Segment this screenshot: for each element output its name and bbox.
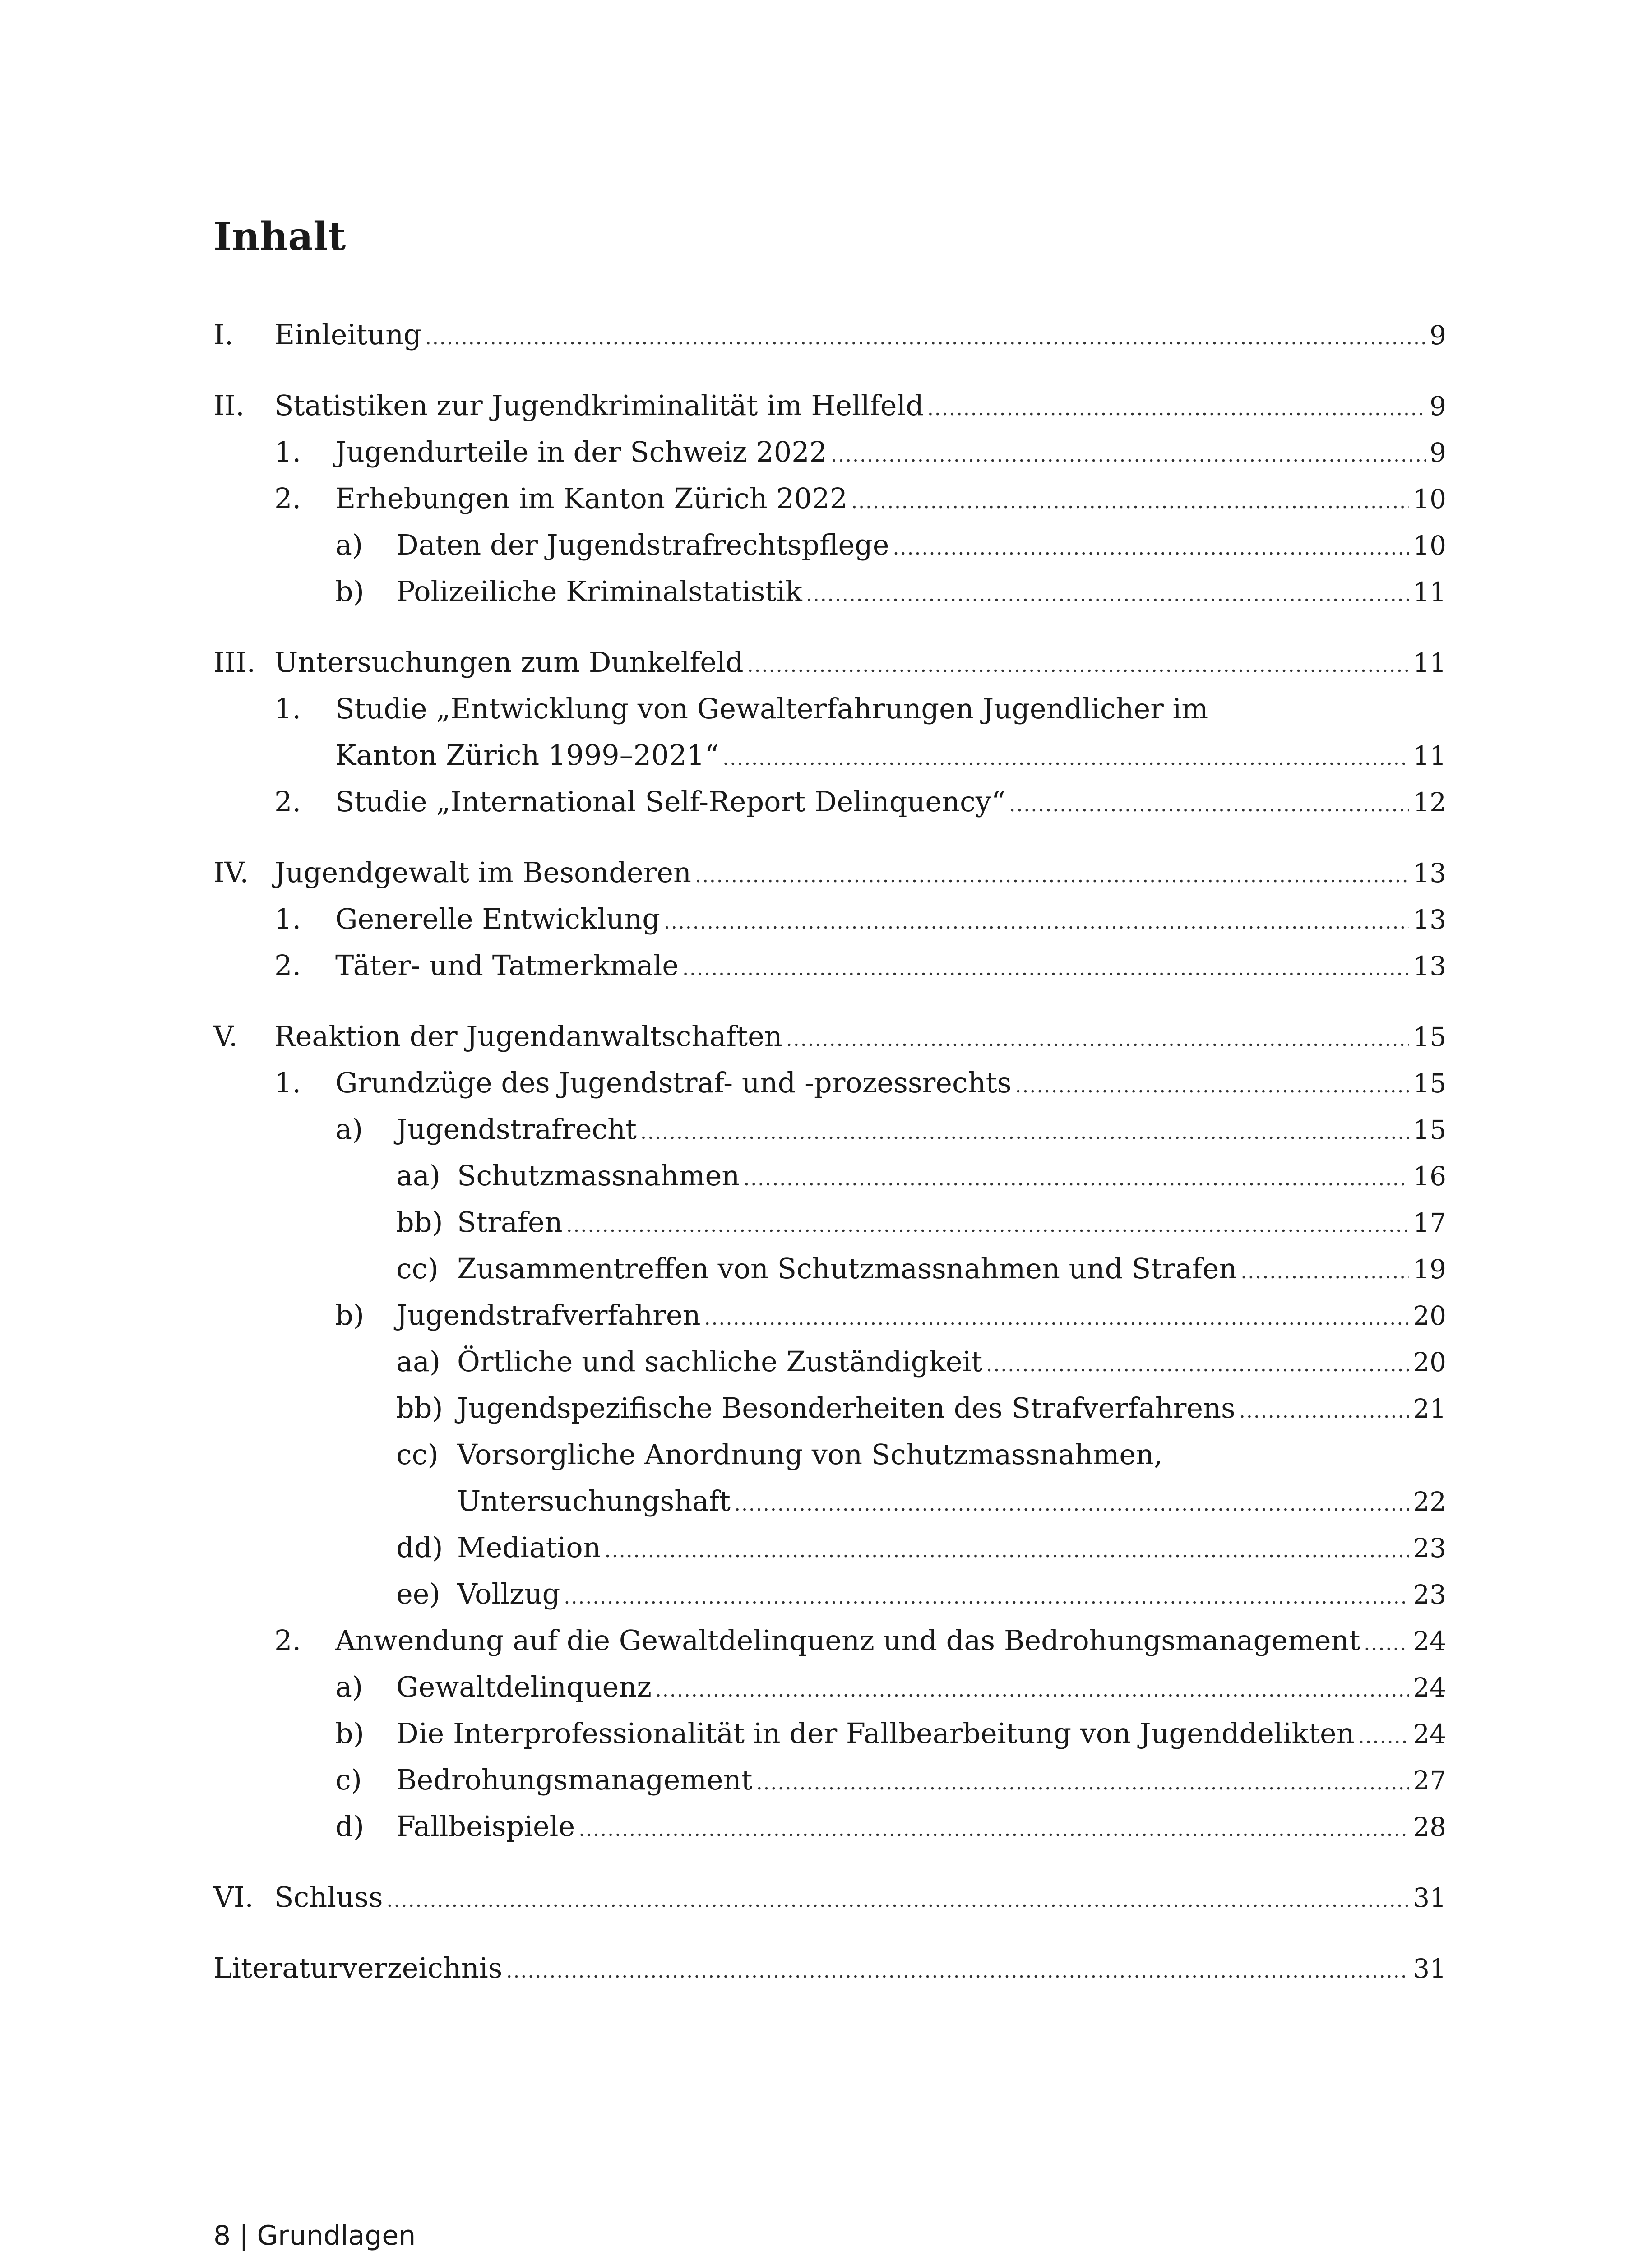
toc-title: Jugendstrafrecht <box>396 1113 637 1146</box>
toc-leader <box>655 1667 1409 1713</box>
toc-page: 15 <box>1413 1022 1446 1052</box>
toc-leader <box>425 314 1426 361</box>
toc-title: Zusammentreffen von Schutzmassnahmen und Strafen <box>457 1252 1237 1285</box>
toc-title: Örtliche und sachliche Zuständigkeit <box>457 1345 983 1378</box>
toc-leader <box>605 1527 1410 1574</box>
toc-leader <box>640 1109 1409 1156</box>
toc-title: Reaktion der Jugendanwaltschaften <box>274 1020 782 1053</box>
toc-entry[interactable] <box>213 778 1446 825</box>
toc-number: 1. <box>274 692 301 725</box>
toc-title: Jugendgewalt im Besonderen <box>274 856 691 889</box>
toc-number: b) <box>335 1717 364 1750</box>
toc-title: Bedrohungsmanagement <box>396 1763 753 1796</box>
toc-title: Die Interprofessionalität in der Fallbearbeitung von Jugenddelikten <box>396 1717 1355 1750</box>
toc-leader <box>1239 1388 1409 1434</box>
toc-entry[interactable] <box>213 522 1446 568</box>
toc-leader <box>682 945 1409 992</box>
toc-title: Literaturverzeichnis <box>213 1951 503 1984</box>
page-title: Inhalt <box>213 214 346 259</box>
toc-page: 9 <box>1430 320 1446 351</box>
toc-number: a) <box>335 1670 363 1703</box>
toc-page: 15 <box>1413 1114 1446 1145</box>
toc-page: 13 <box>1413 904 1446 935</box>
toc-number: aa) <box>396 1159 441 1192</box>
toc-page: 27 <box>1413 1765 1446 1796</box>
toc-number: 2. <box>274 1624 301 1657</box>
toc-number: dd) <box>396 1531 443 1564</box>
toc-number: a) <box>335 528 363 561</box>
toc-number: c) <box>335 1763 362 1796</box>
toc-title: Jugendurteile in der Schweiz 2022 <box>335 435 828 468</box>
toc-leader <box>743 1156 1409 1202</box>
toc-number: III. <box>213 646 256 679</box>
toc-page: 9 <box>1430 437 1446 468</box>
toc-leader <box>566 1202 1410 1248</box>
toc-leader <box>387 1877 1410 1923</box>
toc-number: d) <box>335 1810 364 1843</box>
toc-entry[interactable] <box>213 1106 1446 1152</box>
toc-page: 23 <box>1413 1533 1446 1563</box>
toc-entry[interactable] <box>213 1710 1446 1757</box>
toc-leader <box>695 852 1409 899</box>
toc-leader <box>893 525 1410 571</box>
toc-entry[interactable] <box>213 1571 1446 1617</box>
toc-page: 11 <box>1413 740 1446 771</box>
toc-page: 31 <box>1413 1882 1446 1913</box>
toc-page: 16 <box>1413 1161 1446 1192</box>
toc-page: 9 <box>1430 391 1446 421</box>
toc-page: 31 <box>1413 1953 1446 1984</box>
toc-entry[interactable] <box>213 1292 1446 1338</box>
toc-title: Jugendstrafverfahren <box>396 1299 701 1331</box>
toc-page: 10 <box>1413 530 1446 561</box>
toc-leader <box>1364 1620 1409 1667</box>
table-of-contents <box>213 311 1446 1991</box>
toc-number: 2. <box>274 785 301 818</box>
toc-entry[interactable] <box>213 1199 1446 1245</box>
toc-entry[interactable] <box>213 1245 1446 1292</box>
toc-leader <box>722 735 1409 781</box>
toc-number: V. <box>213 1020 238 1053</box>
toc-number: 2. <box>274 482 301 515</box>
toc-title: Gewaltdelinquenz <box>396 1670 652 1703</box>
page-footer: 8 | Grundlagen <box>213 2220 416 2251</box>
toc-entry[interactable] <box>213 1617 1446 1664</box>
toc-leader <box>704 1295 1410 1341</box>
toc-title: Grundzüge des Jugendstraf- und -prozessrechts <box>335 1066 1012 1099</box>
toc-leader <box>756 1760 1410 1806</box>
toc-title: Jugendspezifische Besonderheiten des Strafverfahrens <box>457 1392 1236 1424</box>
toc-entry[interactable] <box>213 1385 1446 1431</box>
toc-page: 24 <box>1413 1672 1446 1703</box>
toc-leader <box>506 1948 1409 1994</box>
toc-leader <box>1009 781 1409 828</box>
toc-page: 24 <box>1413 1626 1446 1656</box>
toc-entry[interactable] <box>213 849 1446 896</box>
toc-page: 28 <box>1413 1812 1446 1842</box>
toc-title: Studie „International Self-Report Delinquency“ <box>335 785 1006 818</box>
toc-leader <box>927 385 1426 432</box>
toc-page: 20 <box>1413 1300 1446 1331</box>
toc-number: a) <box>335 1113 363 1146</box>
toc-number: bb) <box>396 1206 443 1239</box>
toc-page: 17 <box>1413 1207 1446 1238</box>
toc-number: II. <box>213 389 245 422</box>
toc-leader <box>1240 1248 1409 1295</box>
toc-page: 13 <box>1413 858 1446 888</box>
toc-leader <box>851 478 1409 525</box>
toc-page: 15 <box>1413 1068 1446 1099</box>
toc-title: Mediation <box>457 1531 601 1564</box>
toc-title: Einleitung <box>274 318 421 351</box>
toc-leader <box>564 1574 1409 1620</box>
toc-page: 22 <box>1413 1486 1446 1517</box>
toc-entry[interactable] <box>213 1013 1446 1059</box>
toc-leader <box>986 1341 1409 1388</box>
toc-entry[interactable] <box>213 568 1446 615</box>
toc-entry[interactable] <box>213 1152 1446 1199</box>
toc-number: bb) <box>396 1392 443 1424</box>
toc-entry[interactable] <box>213 685 1446 732</box>
toc-entry[interactable] <box>213 1664 1446 1710</box>
toc-page: 24 <box>1413 1719 1446 1749</box>
toc-entry[interactable] <box>213 311 1446 358</box>
toc-entry[interactable] <box>213 382 1446 429</box>
toc-title: Untersuchungshaft <box>457 1484 731 1517</box>
toc-entry[interactable] <box>213 1524 1446 1571</box>
toc-title: Vorsorgliche Anordnung von Schutzmassnahmen, <box>457 1438 1163 1471</box>
toc-number: cc) <box>396 1252 439 1285</box>
toc-number: I. <box>213 318 234 351</box>
toc-title: Kanton Zürich 1999–2021“ <box>335 739 719 772</box>
toc-title: Polizeiliche Kriminalstatistik <box>396 575 802 608</box>
toc-leader <box>578 1806 1409 1853</box>
toc-title: Generelle Entwicklung <box>335 902 660 935</box>
toc-page: 11 <box>1413 647 1446 678</box>
toc-number: b) <box>335 575 364 608</box>
toc-entry[interactable] <box>213 942 1446 989</box>
toc-page: 21 <box>1413 1393 1446 1424</box>
toc-title: Vollzug <box>457 1577 560 1610</box>
toc-number: 1. <box>274 902 301 935</box>
toc-title: Schutzmassnahmen <box>457 1159 740 1192</box>
toc-number: b) <box>335 1299 364 1331</box>
toc-title: Statistiken zur Jugendkriminalität im Hellfeld <box>274 389 924 422</box>
toc-title: Daten der Jugendstrafrechtspflege <box>396 528 889 561</box>
toc-entry-continuation[interactable] <box>213 732 1446 778</box>
toc-title: Täter- und Tatmerkmale <box>335 949 679 982</box>
toc-leader <box>806 571 1409 618</box>
toc-title: Fallbeispiele <box>396 1810 575 1843</box>
toc-page: 12 <box>1413 787 1446 818</box>
toc-title: Anwendung auf die Gewaltdelinquenz und das Bedrohungsmanagement <box>335 1624 1360 1657</box>
toc-entry-continuation[interactable] <box>213 1478 1446 1524</box>
toc-title: Strafen <box>457 1206 563 1239</box>
toc-entry[interactable] <box>213 639 1446 685</box>
toc-number: 2. <box>274 949 301 982</box>
toc-page: 20 <box>1413 1347 1446 1378</box>
toc-title: Schluss <box>274 1881 383 1914</box>
toc-leader <box>1358 1713 1410 1760</box>
toc-leader <box>734 1481 1409 1527</box>
toc-entry[interactable] <box>213 429 1446 475</box>
toc-entry[interactable] <box>213 1757 1446 1803</box>
toc-entry[interactable] <box>213 1338 1446 1385</box>
toc-number: 1. <box>274 435 301 468</box>
toc-page: 19 <box>1413 1254 1446 1285</box>
toc-number: cc) <box>396 1438 439 1471</box>
toc-entry[interactable] <box>213 1059 1446 1106</box>
toc-page: 13 <box>1413 951 1446 981</box>
toc-title: Erhebungen im Kanton Zürich 2022 <box>335 482 848 515</box>
toc-entry[interactable] <box>213 896 1446 942</box>
toc-leader <box>664 899 1409 945</box>
toc-entry[interactable] <box>213 1945 1446 1991</box>
toc-entry[interactable] <box>213 1803 1446 1849</box>
toc-entry[interactable] <box>213 1874 1446 1920</box>
toc-page: 11 <box>1413 577 1446 607</box>
toc-leader <box>786 1016 1409 1063</box>
toc-title: Untersuchungen zum Dunkelfeld <box>274 646 744 679</box>
toc-number: ee) <box>396 1577 440 1610</box>
toc-leader <box>1015 1063 1409 1109</box>
toc-entry[interactable] <box>213 475 1446 522</box>
toc-leader <box>747 642 1410 689</box>
toc-entry[interactable] <box>213 1431 1446 1478</box>
toc-leader <box>831 432 1426 478</box>
toc-number: IV. <box>213 856 249 889</box>
toc-page: 10 <box>1413 484 1446 514</box>
toc-number: 1. <box>274 1066 301 1099</box>
toc-title: Studie „Entwicklung von Gewalterfahrungen Jugendlicher im <box>335 692 1208 725</box>
toc-number: aa) <box>396 1345 441 1378</box>
toc-number: VI. <box>213 1881 254 1914</box>
toc-page: 23 <box>1413 1579 1446 1610</box>
